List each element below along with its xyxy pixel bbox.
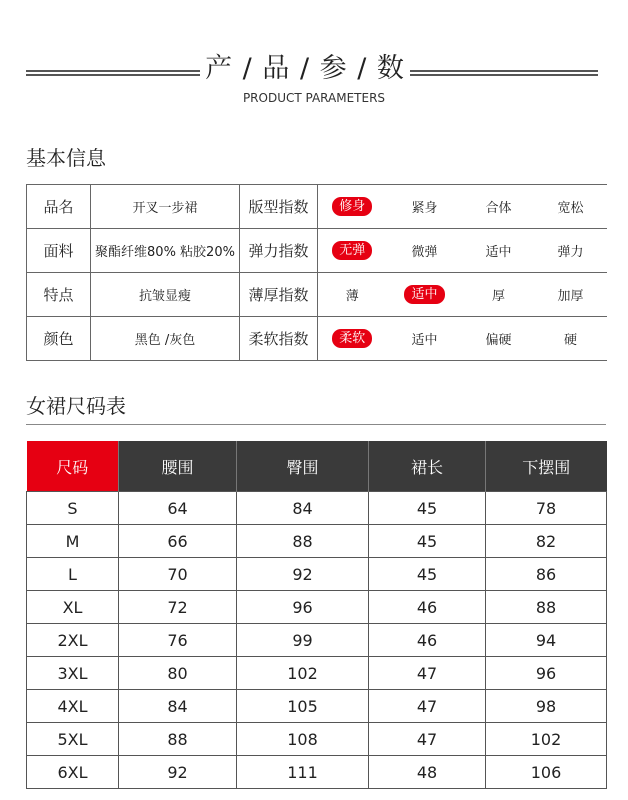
size-cell: 99 bbox=[237, 624, 369, 657]
page-subtitle: PRODUCT PARAMETERS bbox=[242, 91, 386, 105]
size-cell: 92 bbox=[237, 558, 369, 591]
size-row bbox=[27, 624, 607, 657]
info-option bbox=[318, 317, 387, 361]
info-option: 偏硬 bbox=[463, 317, 535, 361]
info-value: 抗皱显瘦 bbox=[91, 273, 240, 317]
basic-info-table bbox=[26, 184, 607, 361]
selected-badge: 无弹 bbox=[332, 241, 372, 260]
size-chart-title: 女裙尺码表 bbox=[26, 394, 126, 418]
size-cell: 88 bbox=[237, 525, 369, 558]
size-chart-rule bbox=[26, 424, 606, 425]
size-cell: 2XL bbox=[27, 624, 119, 657]
header-rule-right bbox=[410, 70, 598, 76]
info-option: 紧身 bbox=[387, 185, 463, 229]
info-option: 硬 bbox=[535, 317, 607, 361]
info-metric: 柔软指数 bbox=[240, 317, 318, 361]
size-cell: 47 bbox=[369, 690, 486, 723]
size-row bbox=[27, 690, 607, 723]
size-cell: 98 bbox=[486, 690, 607, 723]
info-option: 加厚 bbox=[535, 273, 607, 317]
size-cell: 45 bbox=[369, 525, 486, 558]
size-cell: 3XL bbox=[27, 657, 119, 690]
size-cell: 46 bbox=[369, 591, 486, 624]
info-value: 黑色 /灰色 bbox=[91, 317, 240, 361]
info-label: 面料 bbox=[27, 229, 91, 273]
size-cell: 4XL bbox=[27, 690, 119, 723]
size-cell: 84 bbox=[119, 690, 237, 723]
info-row bbox=[27, 273, 607, 317]
size-cell: 72 bbox=[119, 591, 237, 624]
page-title: 产 / 品 / 参 / 数 bbox=[205, 53, 405, 84]
size-cell: 5XL bbox=[27, 723, 119, 756]
size-cell: 102 bbox=[486, 723, 607, 756]
info-option bbox=[387, 273, 463, 317]
size-cell: 6XL bbox=[27, 756, 119, 789]
size-cell: 108 bbox=[237, 723, 369, 756]
info-option bbox=[318, 229, 387, 273]
size-cell: 96 bbox=[237, 591, 369, 624]
info-option: 弹力 bbox=[535, 229, 607, 273]
size-cell: 105 bbox=[237, 690, 369, 723]
info-option: 适中 bbox=[463, 229, 535, 273]
size-cell: 64 bbox=[119, 492, 237, 525]
info-option: 合体 bbox=[463, 185, 535, 229]
size-cell: 46 bbox=[369, 624, 486, 657]
selected-badge: 修身 bbox=[332, 197, 372, 216]
size-cell: 92 bbox=[119, 756, 237, 789]
size-row bbox=[27, 723, 607, 756]
size-cell: 86 bbox=[486, 558, 607, 591]
info-option: 薄 bbox=[318, 273, 387, 317]
info-option bbox=[318, 185, 387, 229]
size-row bbox=[27, 657, 607, 690]
parameters-header bbox=[0, 46, 628, 86]
size-cell: 88 bbox=[119, 723, 237, 756]
info-option: 厚 bbox=[463, 273, 535, 317]
size-cell: S bbox=[27, 492, 119, 525]
info-row bbox=[27, 185, 607, 229]
size-cell: 76 bbox=[119, 624, 237, 657]
size-chart-table bbox=[26, 441, 607, 789]
size-cell: 102 bbox=[237, 657, 369, 690]
size-cell: 94 bbox=[486, 624, 607, 657]
info-metric: 版型指数 bbox=[240, 185, 318, 229]
size-cell: 45 bbox=[369, 558, 486, 591]
info-option: 适中 bbox=[387, 317, 463, 361]
size-row bbox=[27, 756, 607, 789]
size-cell: 96 bbox=[486, 657, 607, 690]
size-header-cell: 尺码 bbox=[27, 441, 119, 492]
size-row bbox=[27, 525, 607, 558]
info-metric: 薄厚指数 bbox=[240, 273, 318, 317]
info-row bbox=[27, 229, 607, 273]
size-cell: 82 bbox=[486, 525, 607, 558]
size-cell: 45 bbox=[369, 492, 486, 525]
size-cell: 84 bbox=[237, 492, 369, 525]
size-cell: 66 bbox=[119, 525, 237, 558]
info-label: 颜色 bbox=[27, 317, 91, 361]
size-cell: 47 bbox=[369, 723, 486, 756]
size-row bbox=[27, 591, 607, 624]
basic-info-title: 基本信息 bbox=[26, 146, 106, 170]
size-cell: XL bbox=[27, 591, 119, 624]
size-header-cell: 下摆围 bbox=[486, 441, 607, 492]
size-header-cell: 臀围 bbox=[237, 441, 369, 492]
size-row bbox=[27, 558, 607, 591]
info-option: 宽松 bbox=[535, 185, 607, 229]
selected-badge: 适中 bbox=[404, 285, 444, 304]
size-cell: 80 bbox=[119, 657, 237, 690]
info-row bbox=[27, 317, 607, 361]
header-rule-left bbox=[26, 70, 200, 76]
info-value: 开叉一步裙 bbox=[91, 185, 240, 229]
size-cell: 47 bbox=[369, 657, 486, 690]
info-label: 特点 bbox=[27, 273, 91, 317]
info-label: 品名 bbox=[27, 185, 91, 229]
size-cell: 106 bbox=[486, 756, 607, 789]
size-cell: 48 bbox=[369, 756, 486, 789]
selected-badge: 柔软 bbox=[332, 329, 372, 348]
size-row bbox=[27, 492, 607, 525]
size-header-cell: 裙长 bbox=[369, 441, 486, 492]
info-option: 微弹 bbox=[387, 229, 463, 273]
size-header-cell: 腰围 bbox=[119, 441, 237, 492]
info-metric: 弹力指数 bbox=[240, 229, 318, 273]
size-cell: 88 bbox=[486, 591, 607, 624]
size-cell: 78 bbox=[486, 492, 607, 525]
info-value: 聚酯纤维80% 粘胶20% bbox=[91, 229, 240, 273]
size-cell: 70 bbox=[119, 558, 237, 591]
size-cell: M bbox=[27, 525, 119, 558]
size-cell: L bbox=[27, 558, 119, 591]
size-cell: 111 bbox=[237, 756, 369, 789]
